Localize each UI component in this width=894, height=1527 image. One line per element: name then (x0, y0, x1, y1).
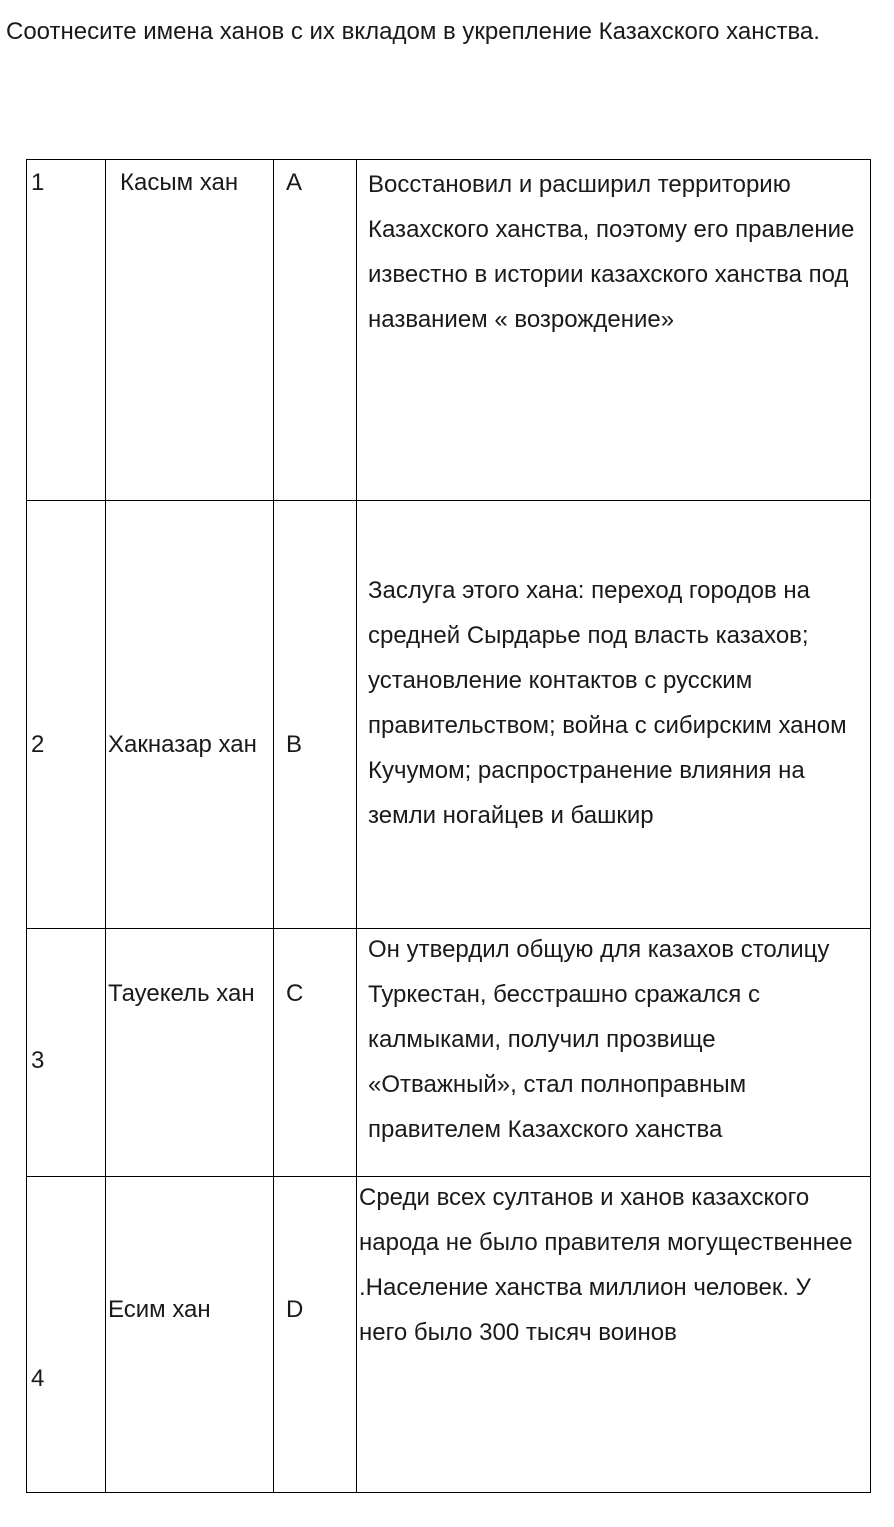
matching-table (26, 159, 871, 1493)
contribution-description: Заслуга этого хана: переход городов на средней Сырдарье под власть казахов; установление контактов с русским правительством; война с сибирским ханом Кучумом; распространение влияния на земли ногайцев и башкир (368, 577, 847, 829)
answer-letter: C (286, 980, 304, 1007)
row-number: 4 (31, 1365, 45, 1392)
row-number: 3 (31, 1047, 45, 1074)
contribution-description: Он утвердил общую для казахов столицу Туркестан, бесстрашно сражался с калмыками, получил прозвище «Отважный», стал полноправным правителем Казахского ханства (368, 936, 830, 1143)
row-divider (27, 500, 870, 501)
contribution-description: Среди всех султанов и ханов казахского народа не было правителя могущественнее .Население ханства миллион человек. У него было 300 тысяч воинов (359, 1184, 853, 1346)
khan-name: Тауекель хан (108, 980, 255, 1007)
column-divider (273, 160, 274, 1492)
answer-letter: A (286, 169, 303, 196)
contribution-description: Восстановил и расширил территорию Казахского ханства, поэтому его правление известно в истории казахского ханства под названием « возрождение» (368, 171, 855, 333)
khan-name: Касым хан (120, 169, 239, 196)
column-divider (105, 160, 106, 1492)
column-divider (356, 160, 357, 1492)
task-title: Соотнесите имена ханов с их вкладом в укрепление Казахского ханства. (6, 18, 820, 45)
answer-letter: B (286, 731, 303, 758)
answer-letter: D (286, 1296, 304, 1323)
khan-name: Хакназар хан (108, 731, 257, 758)
row-number: 1 (31, 169, 45, 196)
row-number: 2 (31, 731, 45, 758)
khan-name: Есим хан (108, 1296, 211, 1323)
